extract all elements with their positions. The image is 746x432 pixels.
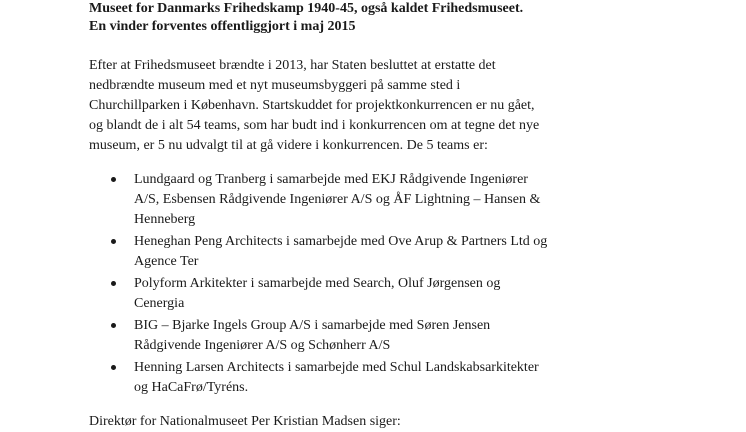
team-line: Cenergia (134, 296, 185, 311)
bullet-icon (111, 323, 116, 328)
list-item (89, 316, 589, 356)
team-line: Heneghan Peng Architects i samarbejde med Ove Arup & Partners Ltd og (134, 234, 548, 249)
team-line: BIG – Bjarke Ingels Group A/S i samarbejde med Søren Jensen (134, 318, 491, 333)
document-page (89, 0, 589, 432)
list-item (89, 232, 589, 272)
intro-line: Efter at Frihedsmuseet brændte i 2013, har Staten besluttet at erstatte det (89, 58, 496, 73)
document-heading (89, 0, 589, 36)
team-line: og HaCaFrø/Tyréns. (134, 380, 249, 395)
team-line: Henneberg (134, 212, 196, 227)
bullet-icon (111, 281, 116, 286)
heading-line-1: Museet for Danmarks Frihedskamp 1940-45, også kaldet Frihedsmuseet. (89, 1, 524, 16)
list-item (89, 274, 589, 314)
team-line: Lundgaard og Tranberg i samarbejde med EKJ Rådgivende Ingeniører (134, 172, 528, 187)
intro-line: Churchillparken i København. Startskuddet for projektkonkurrencen er nu gået, (89, 98, 535, 113)
team-line: A/S, Esbensen Rådgivende Ingeniører A/S og ÅF Lightning – Hansen & (134, 192, 541, 207)
intro-paragraph (89, 56, 589, 156)
list-item (89, 358, 589, 398)
team-line: Agence Ter (134, 254, 199, 269)
closing-line: Direktør for Nationalmuseet Per Kristian Madsen siger: (89, 414, 401, 429)
teams-list (89, 170, 589, 398)
intro-line: nedbrændte museum med et nyt museumsbyggeri på samme sted i (89, 78, 461, 93)
intro-line: museum, er 5 nu udvalgt til at gå videre i konkurrencen. De 5 teams er: (89, 138, 488, 153)
team-line: Polyform Arkitekter i samarbejde med Search, Oluf Jørgensen og (134, 276, 501, 291)
heading-line-2: En vinder forventes offentliggjort i maj 2015 (89, 19, 356, 34)
intro-line: og blandt de i alt 54 teams, som har budt ind i konkurrencen om at tegne det nye (89, 118, 540, 133)
bullet-icon (111, 365, 116, 370)
team-line: Rådgivende Ingeniører A/S og Schønherr A/S (134, 338, 391, 353)
bullet-icon (111, 177, 116, 182)
list-item (89, 170, 589, 230)
team-line: Henning Larsen Architects i samarbejde med Schul Landskabsarkitekter (134, 360, 539, 375)
bullet-icon (111, 239, 116, 244)
